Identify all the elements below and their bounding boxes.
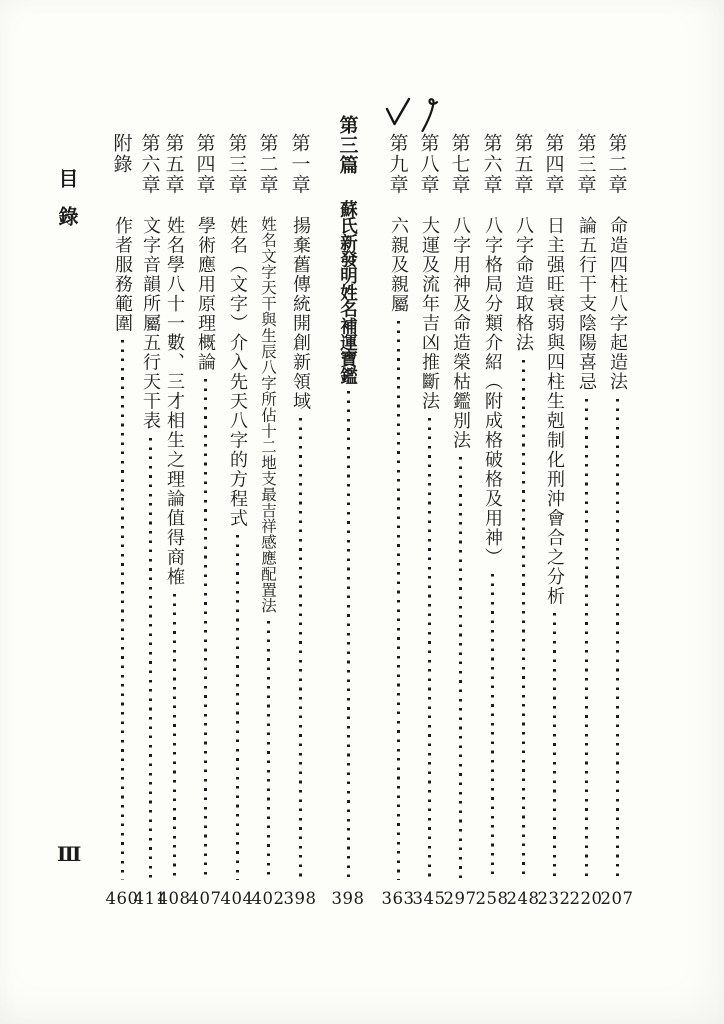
toc-entry xyxy=(573,133,599,880)
chapter-title: 姓名文字天干與生辰八字所佔十二地支最吉祥感應配置法 xyxy=(259,216,277,614)
chapter-title: 姓名學八十一數、三才相生之理論值得商榷 xyxy=(164,216,185,587)
page-number: 460 xyxy=(105,889,139,908)
handwritten-checkmark-icon xyxy=(416,97,442,131)
chapter-title: 蘇氏新發明姓名補運寶鑑 xyxy=(337,200,358,384)
page-number: 398 xyxy=(331,889,365,908)
dot-leader xyxy=(267,621,270,881)
folio-roman-numeral: Ⅲ xyxy=(57,842,82,866)
dot-leader xyxy=(616,399,619,881)
handwritten-checkmark-icon xyxy=(385,97,411,131)
chapter-label: 第二章 xyxy=(605,133,628,196)
toc-entry xyxy=(385,133,411,880)
page-number: 207 xyxy=(600,889,634,908)
chapter-title: 學術應用原理概論 xyxy=(195,216,216,372)
toc-entry xyxy=(109,133,135,880)
page-number: 408 xyxy=(157,889,191,908)
page-number: 248 xyxy=(506,889,540,908)
handwritten-checkmark-icon xyxy=(161,97,187,131)
handwritten-checkmark-icon xyxy=(109,97,135,131)
dot-leader xyxy=(585,399,588,881)
chapter-label: 第一章 xyxy=(288,133,311,196)
handwritten-checkmark-icon xyxy=(224,97,250,131)
page-number: 411 xyxy=(133,889,167,908)
chapter-label: 第八章 xyxy=(417,133,440,196)
chapter-label: 第三章 xyxy=(574,133,597,196)
page-number: 404 xyxy=(220,889,254,908)
chapter-title: 八字格局分類介紹（附成格破格及用神） xyxy=(482,216,503,567)
chapter-title: 大運及流年吉凶推斷法 xyxy=(419,216,440,411)
page-number: 258 xyxy=(475,889,509,908)
handwritten-checkmark-icon xyxy=(604,97,630,131)
toc-entry xyxy=(604,133,630,880)
page-number: 345 xyxy=(412,889,446,908)
running-head: 目錄 xyxy=(55,168,79,244)
dot-leader xyxy=(522,360,525,881)
toc-entry xyxy=(416,133,442,880)
dot-leader xyxy=(236,535,239,880)
page-number: 220 xyxy=(569,889,603,908)
chapter-label: 第三篇 xyxy=(336,115,359,175)
handwritten-checkmark-icon xyxy=(137,97,163,131)
chapter-title: 姓名（文字）介入先天八字的方程式 xyxy=(227,216,248,528)
toc-entry xyxy=(137,133,163,880)
chapter-title: 八字命造取格法 xyxy=(513,216,534,353)
chapter-title: 論五行干支陰陽喜忌 xyxy=(576,216,597,392)
toc-entry xyxy=(287,133,313,880)
chapter-title: 命造四柱八字起造法 xyxy=(607,216,628,392)
chapter-label: 附錄 xyxy=(110,133,133,175)
toc-entry xyxy=(335,115,361,880)
dot-leader xyxy=(553,613,556,880)
chapter-title: 揚棄舊傳統開創新領域 xyxy=(290,216,311,411)
handwritten-checkmark-icon xyxy=(541,97,567,131)
toc-entry xyxy=(510,133,536,880)
toc-entry xyxy=(255,133,281,880)
chapter-label: 第三章 xyxy=(225,133,248,196)
dot-leader xyxy=(428,418,431,880)
chapter-label: 第二章 xyxy=(256,133,279,196)
page-number: 363 xyxy=(381,889,415,908)
page-number: 232 xyxy=(537,889,571,908)
chapter-label: 第五章 xyxy=(511,133,534,196)
chapter-label: 第四章 xyxy=(193,133,216,196)
dot-leader xyxy=(121,340,124,880)
dot-leader xyxy=(491,574,494,880)
chapter-label: 第九章 xyxy=(386,133,409,196)
page-number: 398 xyxy=(283,889,317,908)
chapter-label: 第六章 xyxy=(138,133,161,196)
dot-leader xyxy=(459,457,462,880)
dot-leader xyxy=(299,418,302,880)
page-number: 402 xyxy=(251,889,285,908)
toc-entry xyxy=(447,133,473,880)
chapter-title: 八字用神及命造榮枯鑑別法 xyxy=(450,216,471,450)
dot-leader xyxy=(347,391,350,880)
chapter-title: 日主强旺衰弱與四柱生剋制化刑沖會合之分析 xyxy=(544,216,565,606)
chapter-title: 作者服務範圍 xyxy=(112,216,133,333)
handwritten-checkmark-icon xyxy=(573,97,599,131)
dot-leader xyxy=(204,379,207,880)
handwritten-checkmark-icon xyxy=(510,97,536,131)
chapter-label: 第四章 xyxy=(542,133,565,196)
handwritten-checkmark-icon xyxy=(479,97,505,131)
chapter-label: 第七章 xyxy=(448,133,471,196)
chapter-title: 文字音韻所屬五行天干表 xyxy=(140,216,161,431)
handwritten-checkmark-icon xyxy=(335,79,361,113)
dot-leader xyxy=(149,438,152,881)
toc-entry xyxy=(479,133,505,880)
toc-entry xyxy=(224,133,250,880)
page-number: 407 xyxy=(188,889,222,908)
toc-entry xyxy=(192,133,218,880)
dot-leader xyxy=(397,321,400,881)
handwritten-checkmark-icon xyxy=(255,97,281,131)
chapter-label: 第五章 xyxy=(162,133,185,196)
chapter-title: 六親及親屬 xyxy=(388,216,409,314)
page-number: 297 xyxy=(443,889,477,908)
handwritten-checkmark-icon xyxy=(192,97,218,131)
toc-entry xyxy=(541,133,567,880)
chapter-label: 第六章 xyxy=(480,133,503,196)
handwritten-checkmark-icon xyxy=(287,97,313,131)
dot-leader xyxy=(173,594,176,881)
toc-entry xyxy=(161,133,187,880)
handwritten-checkmark-icon xyxy=(447,97,473,131)
